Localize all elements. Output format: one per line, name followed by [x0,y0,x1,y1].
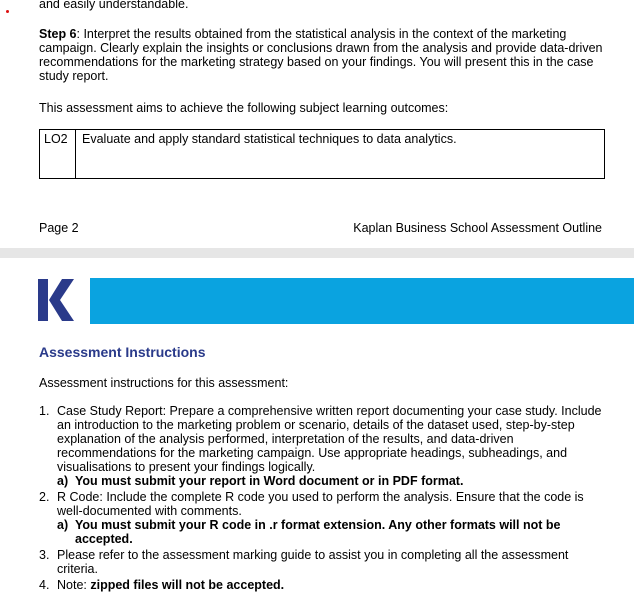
step-6-label: Step 6 [39,27,77,41]
item-number: 3. [39,548,50,562]
sub-item [57,518,609,546]
document-page-3 [0,258,634,603]
item-text: R Code: Include the complete R code you used to perform the analysis. Ensure that the code is well-documented with comments. [57,490,584,518]
outcome-description: Evaluate and apply standard statistical techniques to data analytics. [82,132,457,146]
footer-title: Kaplan Business School Assessment Outline [353,221,602,235]
step-6-paragraph [39,27,604,83]
outcomes-intro: This assessment aims to achieve the following subject learning outcomes: [39,101,449,115]
kaplan-logo-icon [38,277,84,323]
sub-item-text: You must submit your R code in .r format extension. Any other formats will not be accepted. [75,518,561,546]
sub-item [57,474,609,488]
item-text: Please refer to the assessment marking guide to assist you in completing all the assessment criteria. [57,548,569,576]
outcome-code: LO2 [40,130,76,178]
sub-item-label: a) [57,474,69,488]
item-number: 2. [39,490,50,504]
section-heading: Assessment Instructions [39,344,206,360]
continued-text: and easily understandable. [39,0,189,11]
list-item [39,578,609,592]
margin-marker [6,10,9,13]
instructions-intro: Assessment instructions for this assessment: [39,376,289,390]
item-text [57,578,609,592]
instructions-list [39,404,609,594]
sub-item-text: You must submit your report in Word document or in PDF format. [75,474,464,488]
step-6-text: : Interpret the results obtained from the statistical analysis in the context of the marketing campaign. Clearly explain the insights or conclusions drawn from the analysis and provide data-driven recommendations for the marketing strategy based on your findings. You will present this in the case study report. [39,27,603,83]
sub-item-label: a) [57,518,69,532]
note-emphasis: zipped files will not be accepted. [90,578,285,592]
page-number: Page 2 [39,221,79,235]
note-label: Note: [57,578,91,592]
item-text: Case Study Report: Prepare a comprehensive written report documenting your case study. Include an introduction to the marketing problem or scenario, details of the dataset used, step-by-step explanation of the analysis performed, interpretation of the results, and data-driven recommendations for the marketing campaign. Use appropriate headings, subheadings, and visualisations to present your findings logically. [57,404,602,474]
list-item [39,548,609,576]
list-item [39,490,609,546]
list-item [39,404,609,488]
item-number: 1. [39,404,50,418]
item-number: 4. [39,578,50,592]
document-page-2 [0,0,634,248]
header-banner [90,278,634,324]
learning-outcomes-table [39,129,605,179]
